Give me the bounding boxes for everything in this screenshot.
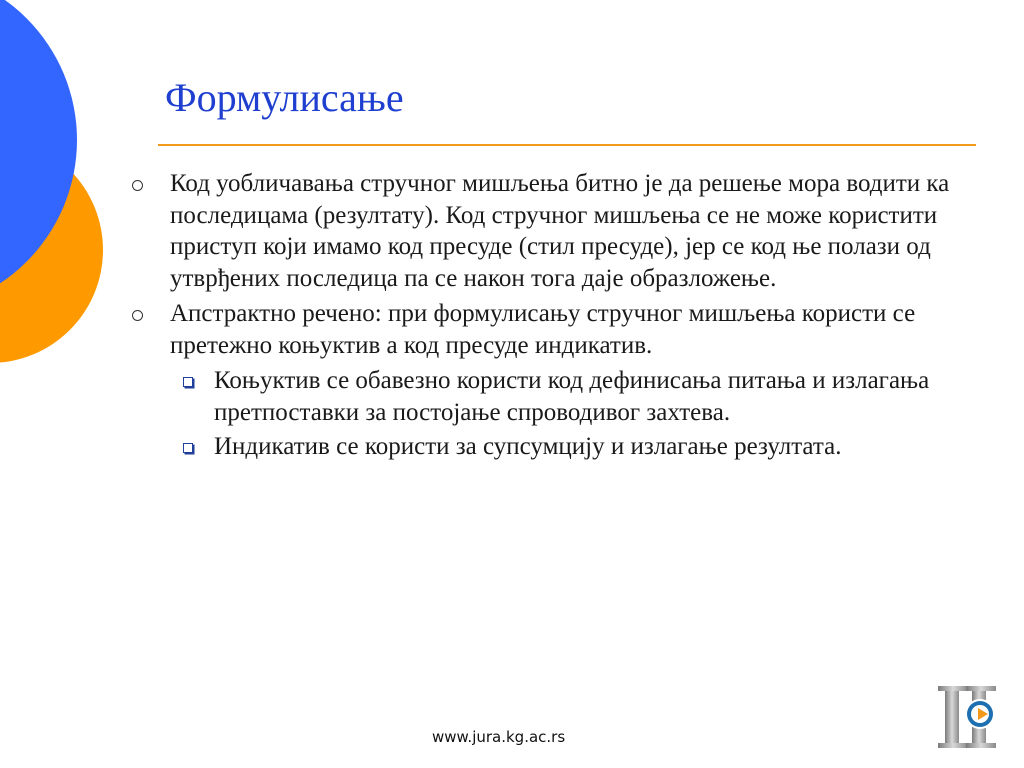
slide-content — [130, 168, 990, 466]
bullet-text: Апстрактно речено: при формулисању стручног мишљења користи се претежно коњуктив а код пресуде индикатив. — [170, 300, 916, 359]
bullet-item — [130, 168, 990, 294]
sub-bullet-item — [130, 431, 990, 463]
sub-bullet-text: Индикатив се користи за супсумцију и излагање резултата. — [214, 433, 842, 460]
sub-bullet-item — [130, 365, 990, 428]
circle-bullet-icon — [132, 310, 143, 321]
footer-url: www.jura.kg.ac.rs — [432, 728, 566, 746]
bullet-item — [130, 298, 990, 361]
square-bullet-icon — [183, 377, 193, 387]
title-divider — [158, 144, 976, 146]
slide-title: Формулисање — [165, 75, 404, 120]
circle-bullet-icon — [132, 180, 143, 191]
decorative-circles — [0, 0, 120, 400]
bullet-text: Код уобличавања стручног мишљења битно је да решење мора водити ка последицама (резултату). Код стручног мишљења се не може користити приступ који имамо код пресуде (стил пресуде), јер се код ње полази од утврђених последица па се након тога даје образложење. — [170, 170, 950, 292]
faculty-logo-icon — [930, 684, 1010, 750]
sub-bullet-text: Коњуктив се обавезно користи код дефинисања питања и излагања претпоставки за постојање спроводивог захтева. — [214, 367, 930, 426]
square-bullet-icon — [183, 443, 193, 453]
